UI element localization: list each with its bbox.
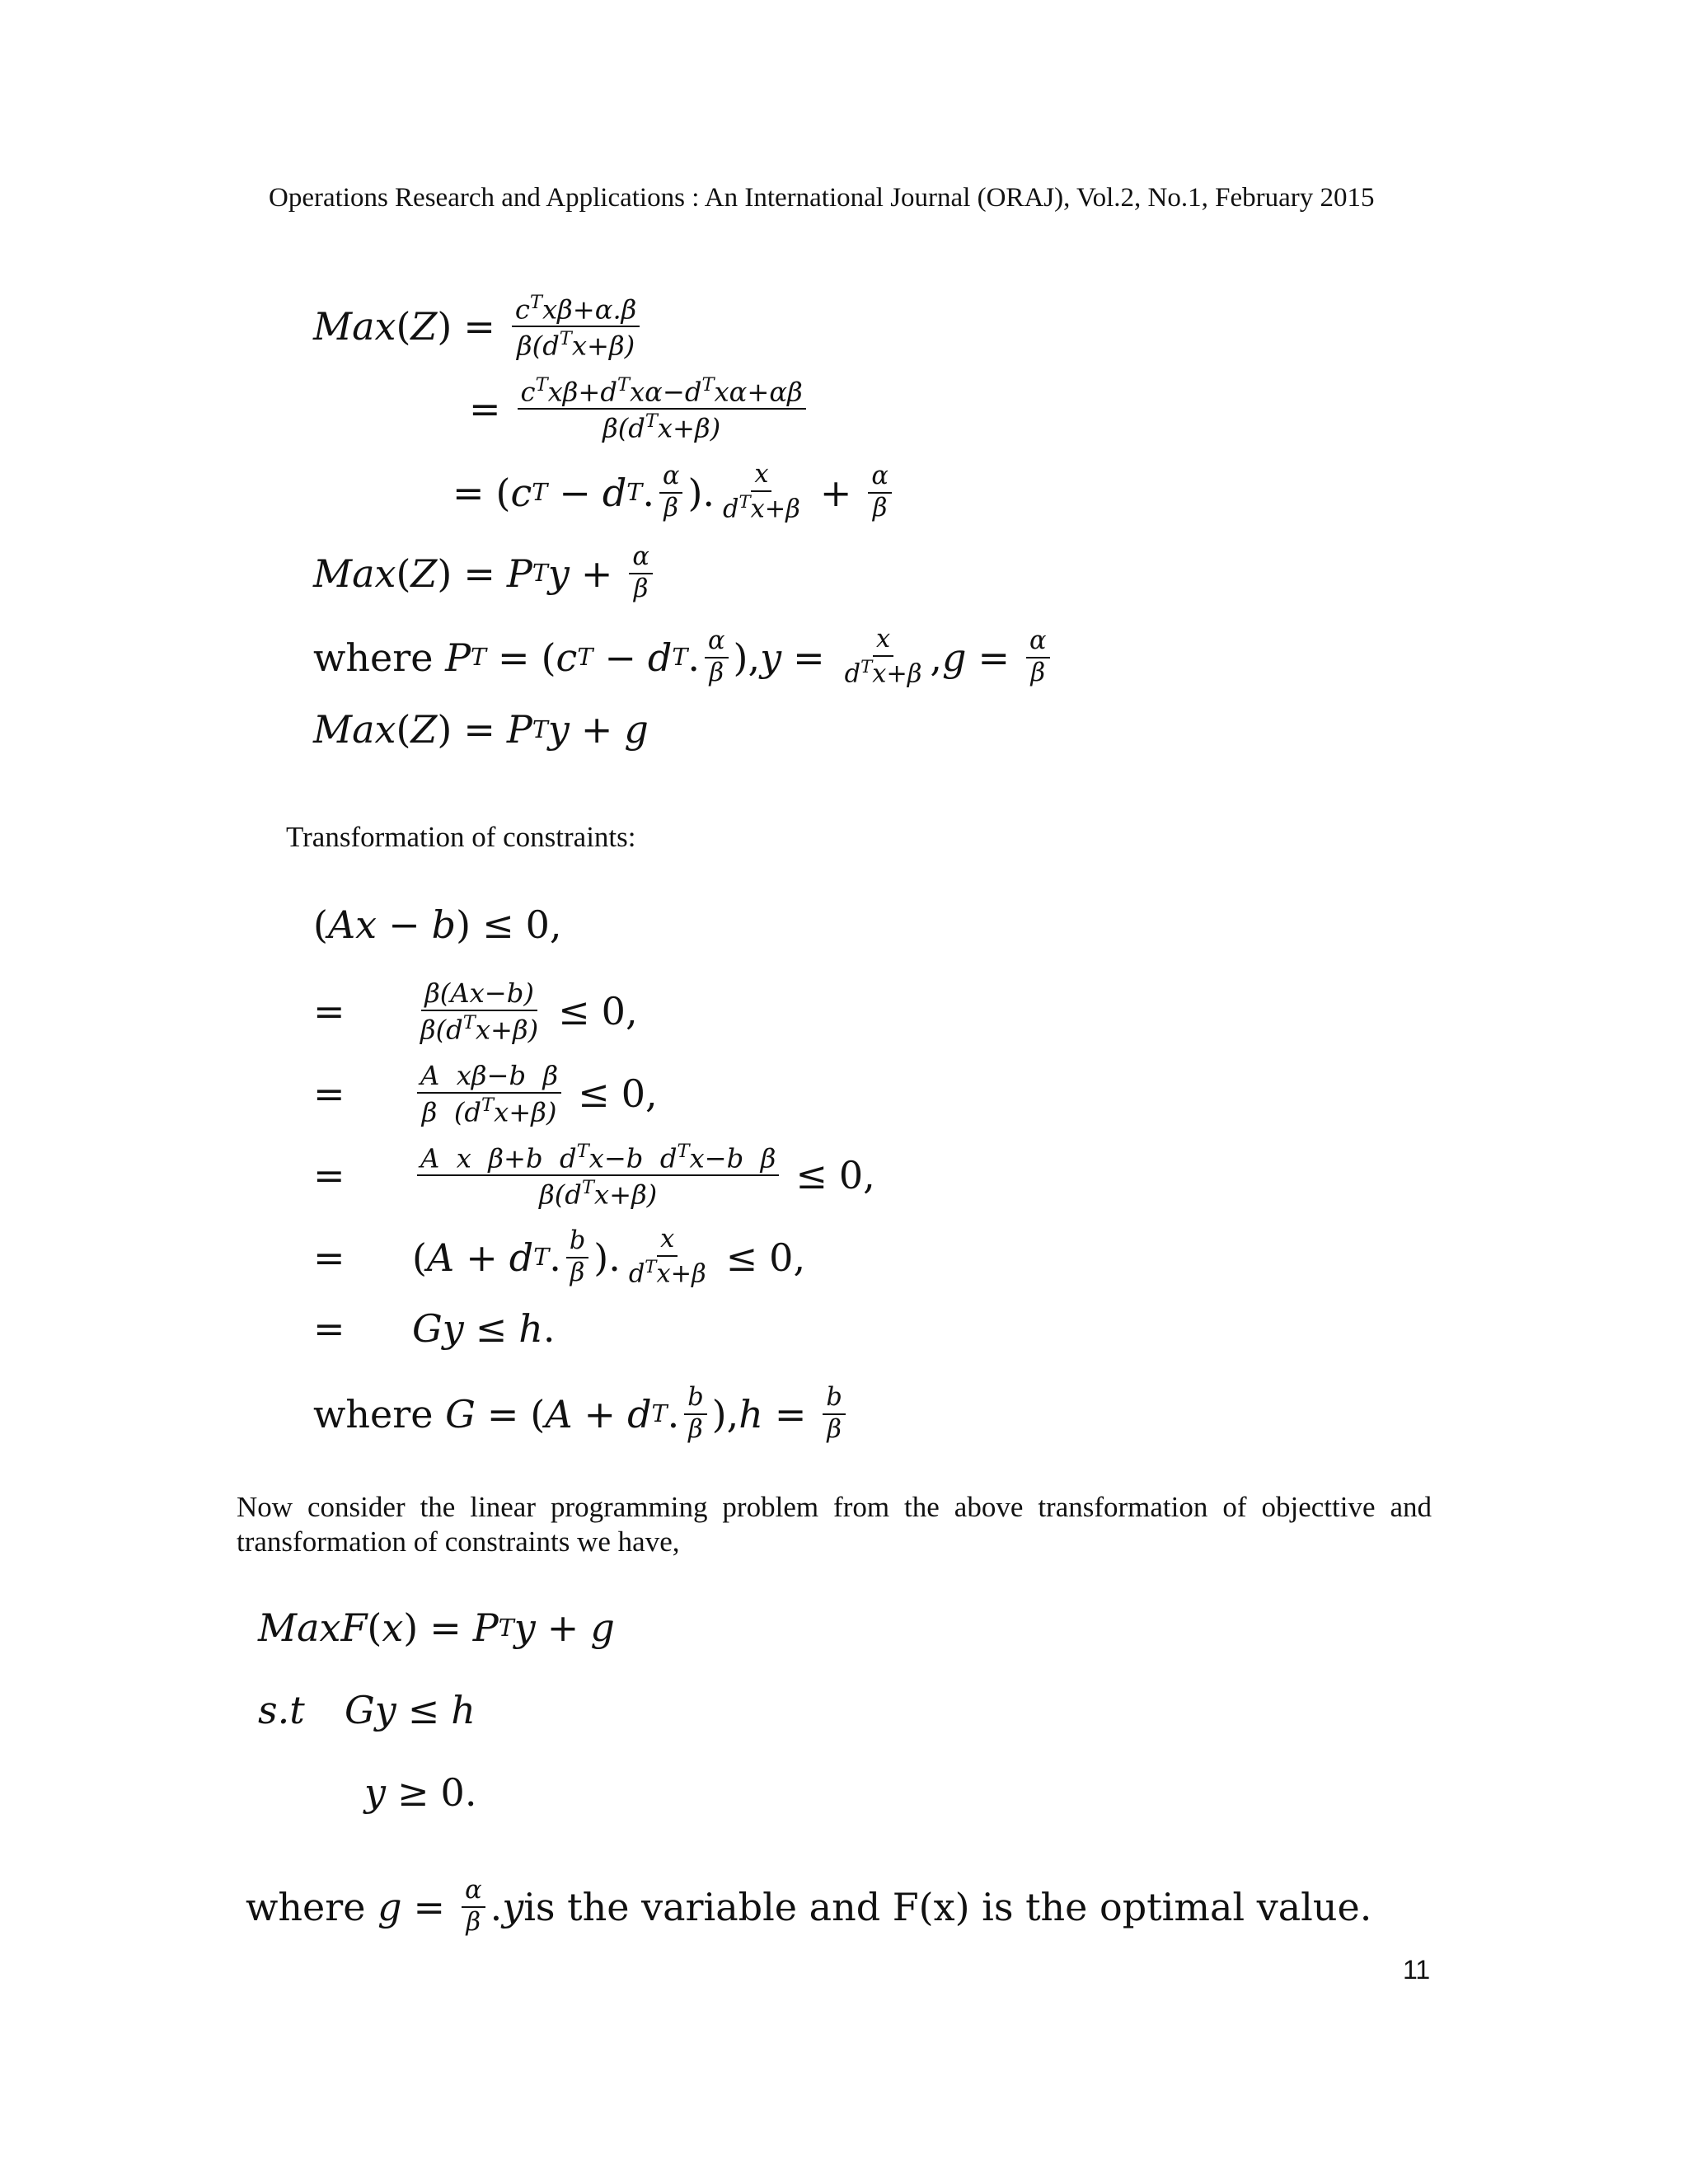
constraint-where: where G = ( A + d T . $\frac{b}{\beta}$ ), h = $\frac{b}{\beta}$	[313, 1385, 851, 1444]
where-word: where	[246, 1884, 366, 1929]
lp-objective: MaxF ( x ) = P T y + g	[258, 1605, 615, 1650]
objective-eq4: Max ( Z ) = P T y + $\frac{\alpha}{\beta}$	[313, 544, 658, 603]
constraint-eq5: = Gy ≤ h .	[313, 1306, 556, 1351]
where-word: where	[313, 1391, 434, 1436]
constraint-eq2: = $\frac{\text{A xβ−b β}}{\beta (d^Tx+\beta)}$ ≤ 0,	[313, 1060, 658, 1128]
objective-eq3: = ( c T − d T . $\frac{\alpha}{\beta}$ ). $\frac{x}{d^Tx+\beta}$ + $\frac{\alpha}{\beta}$	[441, 462, 897, 523]
page-number: 11	[1403, 1955, 1431, 1985]
paragraph-line2: transformation of constraints we have,	[237, 1526, 680, 1558]
final-statement: where g = $\frac{\alpha}{\beta}$ . y is the variable and F(x) is the optimal value.	[246, 1876, 1372, 1937]
objective-eq5: Max ( Z ) = P T y + g	[313, 707, 649, 752]
constraint-eq0: ( Ax − b ) ≤ 0,	[313, 902, 562, 947]
constraint-eq1: = $\frac{\beta(Ax-b)}{\beta(d^Tx+\beta)}$ ≤ 0,	[313, 977, 638, 1046]
paragraph-line1: Now consider the linear programming problem from the above transformation of objecttive and	[237, 1491, 1432, 1523]
running-header: Operations Research and Applications : An International Journal (ORAJ), Vol.2, No.1, February 2015	[269, 183, 1375, 213]
lp-constraint: s.t Gy ≤ h	[258, 1688, 476, 1732]
final-rest: is the variable and F(x) is the optimal value.	[523, 1884, 1372, 1929]
lp-nonnegativity: y ≥ 0.	[364, 1770, 477, 1815]
constraint-eq4: = ( A + d T . $\frac{b}{\beta}$ ). $\frac{x}{d^Tx+\beta}$ ≤ 0,	[313, 1225, 806, 1289]
where-word: where	[313, 635, 434, 680]
objective-where: where P T = ( c T − d T . $\frac{\alpha}{\beta}$ ), y = $\frac{x}{d^Tx+\beta}$ , g = $\frac{\alpha}{\beta}$	[313, 626, 1055, 688]
constraints-heading: Transformation of constraints:	[286, 821, 636, 853]
such-that: s.t	[258, 1688, 305, 1732]
objective-eq2: = $\frac{c^Tx\beta+d^Tx\alpha-d^Tx\alpha+\alpha\beta}{\beta(d^Tx+\beta)}$	[457, 375, 811, 443]
constraint-eq3: = $\frac{A x \beta+b d^Tx-b d^Tx-b \beta}{\beta(d^Tx+\beta)}$ ≤ 0,	[313, 1141, 875, 1211]
objective-eq1: Max ( Z ) = $\frac{c^Tx\beta+\alpha.\beta}{\beta(d^Tx+\beta)}$	[313, 293, 645, 360]
